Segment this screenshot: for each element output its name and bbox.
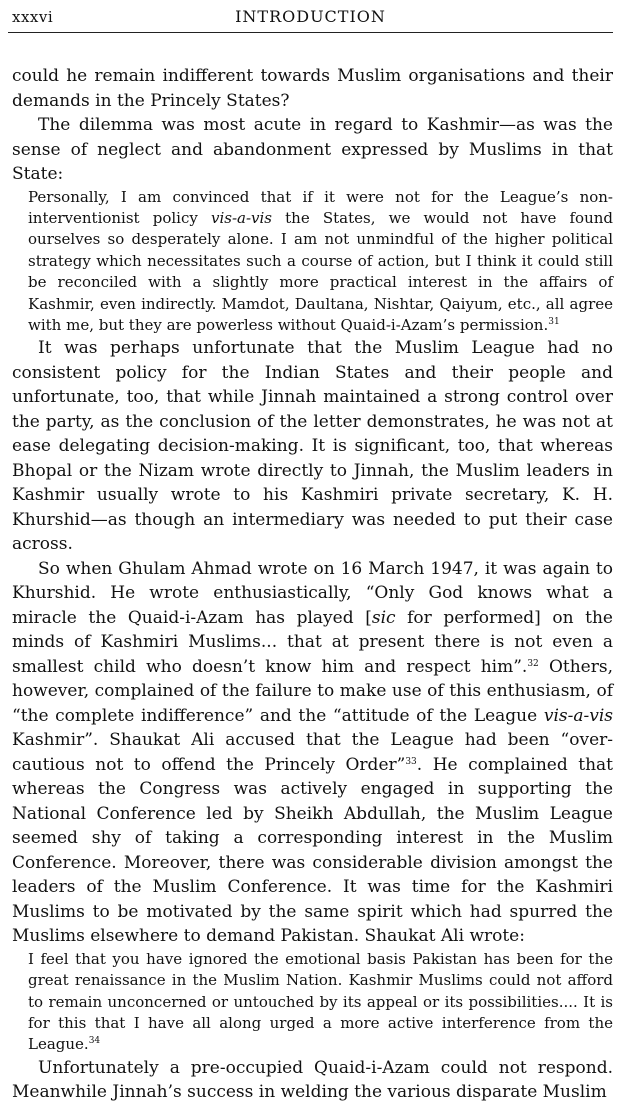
p4-text-e: . He complained that whereas the Congress was actively engaged in supporting the National Conference led by Sheikh Abdullah, the Muslim League seemed shy of taking a corresponding interest in the Muslim Conference. Moreover, there was considerable division amongst the leaders of the Muslim Conference. It was time for the Kashmiri Muslims to be motivated by the same spirit which had spurred the Muslims elsewhere to demand Pakistan. Shaukat Ali wrote: bbox=[12, 754, 613, 947]
paragraph-ghulam-ahmad bbox=[12, 557, 613, 949]
quote-1-text-a: Personally, I am convinced that if it were not for the League’s non-interventionist policy bbox=[28, 187, 613, 227]
running-head: INTRODUCTION bbox=[235, 7, 386, 26]
p4-text-c: Others, however, complained of the failure to make use of this enthusiasm, of “the complete indifference” and the “attitude of the League bbox=[12, 656, 614, 726]
footnote-ref-33: 33 bbox=[405, 756, 417, 767]
p4-text-b: for performed] on the minds of Kashmiri Muslims... that at present there is not even a smallest child who doesn’t know him and respect him”. bbox=[12, 607, 613, 677]
footnote-ref-32: 32 bbox=[527, 658, 539, 669]
p4-text-d: Kashmir”. Shaukat Ali accused that the League had been “over-cautious not to offend the Princely Order” bbox=[12, 730, 613, 775]
footnote-ref-31: 31 bbox=[548, 316, 560, 327]
block-quote-1 bbox=[28, 187, 613, 337]
page-body bbox=[12, 64, 613, 1105]
p4-vis-a-vis: vis-a-vis bbox=[543, 705, 613, 726]
page-number: xxxvi bbox=[12, 8, 54, 26]
quote-1-italic: vis-a-vis bbox=[210, 208, 272, 227]
quote-2-text: I feel that you have ignored the emotional basis Pakistan has been for the great renaissance in the Muslim Nation. Kashmir Muslims could not afford to remain unconcerned or untouched by its appeal or its possibilities.... It is for this that I have all along urged a more active interference from the League. bbox=[28, 949, 613, 1054]
p4-text-a: So when Ghulam Ahmad wrote on 16 March 1947, it was again to Khurshid. He wrote enthusiastically, “Only God knows what a miracle the Quaid-i-Azam has played [ bbox=[12, 558, 613, 628]
paragraph-continued: could he remain indifferent towards Muslim organisations and their demands in the Princely States? bbox=[12, 66, 613, 111]
footnote-ref-34: 34 bbox=[88, 1036, 101, 1047]
quote-1-text-b: the States, we would not have found ourselves so desperately alone. I am not unmindful of the higher political strategy which necessitates such a course of action, but I think it could still be reconciled with a slightly more practical interest in the affairs of Kashmir, even indirectly. Mamdot, Daultana, Nishtar, Qaiyum, etc., all agree with me, but they are powerless without Quaid-i-Azam’s permission. bbox=[28, 208, 613, 334]
book-page bbox=[8, 0, 614, 1103]
paragraph-kashmir-dilemma: The dilemma was most acute in regard to Kashmir—as was the sense of neglect and abandonment expressed by Muslims in that State: bbox=[12, 115, 613, 184]
page-header bbox=[8, 6, 613, 33]
paragraph-unfortunately: Unfortunately a pre-occupied Quaid-i-Azam could not respond. Meanwhile Jinnah’s success in welding the various disparate Muslim bbox=[12, 1057, 613, 1103]
paragraph-league-policy: It was perhaps unfortunate that the Muslim League had no consistent policy for the Indian States and their people and unfortunate, too, that while Jinnah maintained a strong control over the party, as the conclusion of the letter demonstrates, he was not at ease delegating decision-making. It is significant, too, that whereas Bhopal or the Nizam wrote directly to Jinnah, the Muslim leaders in Kashmir usually wrote to his Kashmiri private secretary, K. H. Khurshid—as though an intermediary was needed to put their case across. bbox=[12, 338, 613, 555]
p4-sic: sic bbox=[371, 607, 396, 628]
